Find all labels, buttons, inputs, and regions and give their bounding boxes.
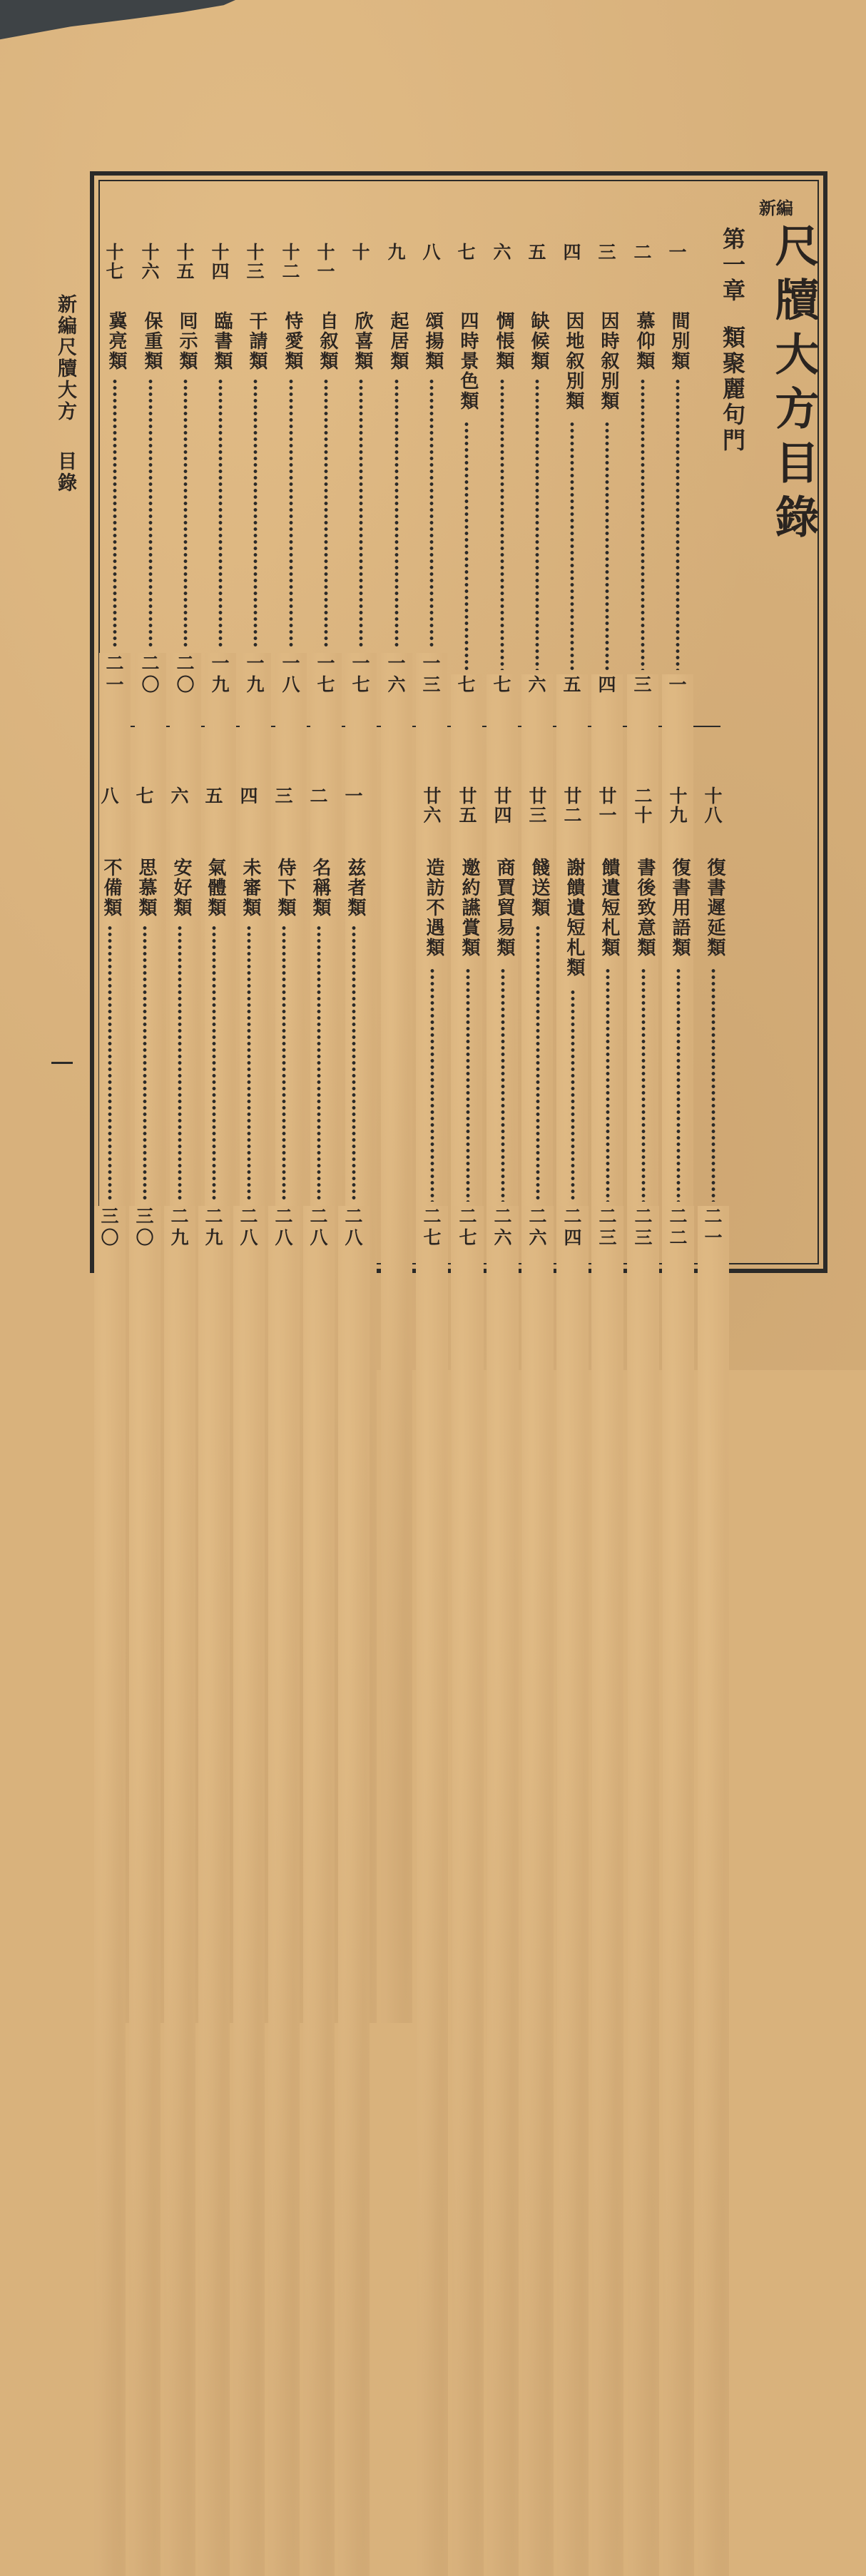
entry-page-number: 二 二	[663, 1206, 694, 2576]
entry-label: 起居類	[387, 311, 409, 371]
entry-number: 廿 五	[459, 786, 477, 826]
entry-label: 未審類	[240, 858, 261, 918]
entry-page-number: 二 七	[417, 1206, 448, 2576]
entry-page-number: 二 八	[338, 1206, 370, 2576]
entry-page-number: 二 一	[99, 653, 131, 2023]
entry-number: 九	[387, 242, 406, 263]
toc-entry	[522, 786, 554, 1249]
entry-page-number: 二 九	[164, 1206, 195, 2576]
margin-page-number	[51, 1062, 73, 1064]
entry-label: 四時景色類	[457, 311, 479, 411]
dot-leader	[464, 421, 469, 670]
chapter1-number: 第一章	[719, 227, 746, 304]
title-prefix: 新編	[759, 198, 793, 218]
dot-leader	[606, 968, 610, 1202]
entry-label: 保重類	[141, 311, 163, 371]
dot-leader	[429, 378, 434, 649]
toc-entry	[556, 243, 588, 696]
dot-leader	[317, 925, 321, 1202]
dot-leader	[536, 925, 540, 1202]
entry-number: 二	[310, 786, 328, 806]
dot-leader	[352, 925, 356, 1202]
toc-entry	[452, 786, 484, 1249]
toc-entry	[381, 243, 412, 696]
entry-number: 一	[668, 242, 687, 263]
dot-leader	[605, 421, 609, 670]
entry-label: 兹者類	[345, 858, 366, 918]
entry-number: 三	[275, 786, 293, 806]
entry-page-number: 二 四	[557, 1206, 589, 2576]
dot-leader	[178, 925, 182, 1202]
toc-entry	[94, 786, 126, 1249]
entry-number: 四	[563, 242, 581, 263]
entry-page-number: 二 七	[452, 1206, 484, 2576]
entry-page-number: 一 七	[345, 653, 377, 2023]
margin-title-section: 目錄	[54, 451, 76, 494]
entry-number: 十 一	[317, 242, 335, 282]
entry-page-number: 一 九	[205, 653, 236, 2023]
entry-number: 廿 三	[529, 786, 547, 826]
dot-leader	[289, 378, 293, 649]
entry-number: 八	[422, 242, 441, 263]
entry-label: 安好類	[170, 858, 192, 918]
entry-number: 廿 一	[598, 786, 617, 826]
entry-page-number: 二 九	[198, 1206, 230, 2576]
entry-page-number: 五	[556, 674, 588, 2044]
chapter1-heading	[716, 227, 749, 454]
toc-entry	[345, 243, 377, 696]
entry-page-number: 二 八	[233, 1206, 265, 2576]
entry-page-number: 一 九	[240, 653, 271, 2023]
entry-label: 干請類	[246, 311, 268, 371]
entry-number: 廿 四	[494, 786, 512, 826]
toc-entry	[628, 786, 659, 1249]
entry-label: 臨書類	[211, 311, 233, 371]
entry-number: 十 四	[211, 242, 230, 282]
entry-number: 廿 二	[564, 786, 582, 826]
toc-entry	[135, 243, 166, 696]
entry-label: 商賈貿易類	[494, 858, 515, 958]
entry-page-number: 二 三	[592, 1206, 623, 2576]
entry-label: 因時叙別類	[598, 311, 619, 411]
entry-label: 不備類	[101, 858, 122, 918]
entry-number: 二 十	[634, 786, 653, 826]
entry-number: 十	[352, 242, 370, 263]
entry-label: 饋遺短札類	[598, 858, 620, 958]
toc-entry	[663, 786, 694, 1249]
entry-number: 七	[136, 786, 154, 806]
dot-leader	[430, 968, 434, 1202]
entry-label: 邀約讌賞類	[459, 858, 480, 958]
entry-page-number: 二 三	[628, 1206, 659, 2576]
entry-label: 思慕類	[136, 858, 157, 918]
entry-page-number: 二 六	[487, 1206, 519, 2576]
margin-running-title	[51, 294, 79, 494]
dot-leader	[108, 925, 112, 1202]
entry-page-number: 一 七	[310, 653, 342, 2023]
entry-number: 四	[240, 786, 258, 806]
toc-entry	[592, 786, 623, 1249]
toc-entry	[591, 243, 623, 696]
dot-leader	[253, 378, 258, 649]
entry-number: 二	[633, 242, 652, 263]
entry-number: 十 五	[176, 242, 195, 282]
entry-label: 惆悵類	[493, 311, 514, 371]
dot-leader	[359, 378, 363, 649]
entry-page-number: 三 〇	[129, 1206, 161, 2576]
dot-leader	[641, 378, 645, 670]
toc-entry	[698, 786, 729, 1249]
entry-label: 頌揚類	[422, 311, 444, 371]
dot-leader	[571, 989, 575, 1202]
entry-number: 三	[598, 242, 616, 263]
entry-label: 缺候類	[528, 311, 549, 371]
dot-leader	[500, 378, 504, 670]
toc-entry	[303, 786, 335, 1249]
toc-entry	[557, 786, 589, 1249]
toc-entry	[451, 243, 482, 696]
dot-leader	[711, 968, 715, 1202]
toc-entry	[170, 243, 201, 696]
entry-label: 餞送類	[529, 858, 550, 918]
entry-number: 十 二	[282, 242, 300, 282]
entry-label: 因地叙別類	[563, 311, 584, 411]
entry-label: 恃愛類	[282, 311, 303, 371]
entry-number: 六	[493, 242, 511, 263]
dot-leader	[183, 378, 188, 649]
toc-entry	[129, 786, 161, 1249]
entry-label: 名稱類	[310, 858, 331, 918]
entry-label: 慕仰類	[633, 311, 655, 371]
chapter1-name: 類聚麗句門	[719, 325, 746, 454]
entry-number: 五	[528, 242, 546, 263]
dot-leader	[212, 925, 216, 1202]
toc-entry	[521, 243, 553, 696]
dot-leader	[113, 378, 117, 649]
entry-number: 十 六	[141, 242, 160, 282]
toc-entry	[487, 243, 518, 696]
entry-label: 囘示類	[176, 311, 198, 371]
entry-page-number: 三	[627, 674, 658, 2044]
entry-label: 冀亮類	[106, 311, 127, 371]
toc-entry	[275, 243, 307, 696]
dot-leader	[466, 968, 470, 1202]
toc-entry	[198, 786, 230, 1249]
dot-leader	[501, 968, 505, 1202]
toc-entry	[416, 243, 447, 696]
entry-page-number: 二 〇	[170, 653, 201, 2023]
entry-label: 復書遲延類	[704, 858, 725, 958]
dot-leader	[143, 925, 147, 1202]
entry-page-number: 一	[662, 674, 693, 2044]
entry-page-number: 一 三	[416, 653, 447, 2023]
dot-leader	[324, 378, 328, 649]
toc-entry	[268, 786, 300, 1249]
entry-label: 侍下類	[275, 858, 296, 918]
entry-page-number: 七	[487, 674, 518, 2044]
dot-leader	[535, 378, 539, 670]
toc-entry	[338, 786, 370, 1249]
dot-leader	[247, 925, 251, 1202]
entry-number: 一	[345, 786, 363, 806]
entry-number: 六	[170, 786, 189, 806]
toc-entry	[164, 786, 195, 1249]
toc-entry	[662, 243, 693, 696]
toc-entry	[627, 243, 658, 696]
torn-page-corner	[0, 0, 235, 43]
entry-page-number: 四	[591, 674, 623, 2044]
entry-page-number: 一 六	[381, 653, 412, 2023]
toc-entry	[487, 786, 519, 1249]
entry-page-number: 二 八	[303, 1206, 335, 2576]
entry-page-number: 二 六	[522, 1206, 554, 2576]
entry-label: 間別類	[668, 311, 690, 371]
entry-label: 復書用語類	[669, 858, 691, 958]
entry-number: 八	[101, 786, 119, 806]
toc-entry	[417, 786, 448, 1249]
entry-number: 五	[205, 786, 223, 806]
dot-leader	[641, 968, 646, 1202]
entry-number: 十 七	[106, 242, 124, 282]
entry-label: 造訪不遇類	[423, 858, 444, 958]
toc-entry	[233, 786, 265, 1249]
entry-label: 氣體類	[205, 858, 226, 918]
entry-number: 十 九	[669, 786, 688, 826]
entry-page-number: 三 〇	[94, 1206, 126, 2576]
entry-label: 欣喜類	[352, 311, 373, 371]
toc-entry	[205, 243, 236, 696]
margin-title-book: 新編尺牘大方	[54, 294, 76, 422]
dot-leader	[282, 925, 286, 1202]
entry-label: 書後致意類	[634, 858, 656, 958]
toc-entry	[240, 243, 271, 696]
dot-leader	[676, 968, 681, 1202]
entry-number: 十 八	[704, 786, 723, 826]
entry-number: 七	[457, 242, 476, 263]
dot-leader	[218, 378, 223, 649]
dot-leader	[148, 378, 153, 649]
entry-page-number: 二 八	[268, 1206, 300, 2576]
entry-number: 十 三	[246, 242, 265, 282]
dot-leader	[676, 378, 680, 670]
page-title: 尺牘大方目錄	[768, 223, 820, 548]
entry-label: 自叙類	[317, 311, 338, 371]
entry-number: 廿 六	[423, 786, 442, 826]
entry-label: 謝饋遺短札類	[564, 858, 585, 978]
toc-entry	[310, 243, 342, 696]
entry-page-number: 六	[521, 674, 553, 2044]
dot-leader	[570, 421, 574, 670]
entry-page-number: 二 一	[698, 1206, 729, 2576]
entry-page-number: 二 〇	[135, 653, 166, 2023]
entry-page-number: 七	[451, 674, 482, 2044]
dot-leader	[394, 378, 399, 649]
toc-entry	[99, 243, 131, 696]
entry-page-number: 一 八	[275, 653, 307, 2023]
